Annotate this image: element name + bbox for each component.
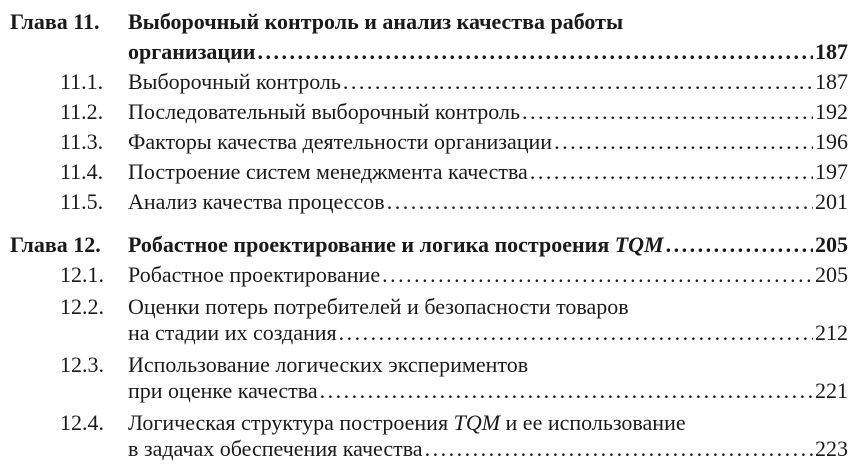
- section-title-abbrev: TQM: [453, 410, 501, 435]
- section-title-line-2: в задачах обеспечения качества: [128, 436, 423, 461]
- chapter-title-text: Робастное проектирование и логика построения: [128, 232, 610, 257]
- page-number: 187: [815, 69, 848, 94]
- section-number: 11.2.: [60, 99, 104, 124]
- dot-leader: [522, 97, 813, 127]
- page-number: 223: [815, 436, 848, 461]
- toc-section-11-1[interactable]: [0, 67, 860, 97]
- chapter-title-line-1: Выборочный контроль и анализ качества работы: [128, 9, 624, 34]
- toc-chapter-11[interactable]: [0, 7, 860, 37]
- section-number: 12.3.: [60, 352, 104, 377]
- section-title-line-1: Использование логических экспериментов: [128, 352, 529, 377]
- dot-leader: [387, 187, 813, 217]
- toc-chapter-11-cont[interactable]: [0, 37, 860, 67]
- page-number: 197: [815, 159, 848, 184]
- page-number: 196: [815, 129, 848, 154]
- page-number: 205: [815, 232, 848, 257]
- section-title: Выборочный контроль: [128, 69, 341, 94]
- page-number: 187: [815, 39, 848, 64]
- section-number: 11.4.: [60, 159, 104, 184]
- section-number: 12.2.: [60, 294, 104, 319]
- section-number: 11.5.: [60, 189, 104, 214]
- dot-leader: [425, 434, 813, 464]
- section-title-tail: и ее использование: [505, 410, 686, 435]
- section-title-line-2: на стадии их создания: [128, 320, 337, 345]
- section-title: Анализ качества процессов: [128, 189, 385, 214]
- dot-leader: [382, 260, 813, 290]
- section-title-line-1: Оценки потерь потребителей и безопасности товаров: [128, 294, 629, 319]
- dot-leader: [257, 37, 813, 67]
- section-title-line-2: при оценке качества: [128, 378, 318, 403]
- section-title-text: Логическая структура построения: [128, 410, 449, 435]
- section-number: 12.4.: [60, 410, 104, 435]
- section-title: Факторы качества деятельности организации: [128, 129, 553, 154]
- dot-leader: [666, 230, 813, 260]
- page-number: 212: [815, 320, 848, 345]
- chapter-number: Глава 11.: [10, 9, 100, 34]
- toc-section-12-3-cont[interactable]: [0, 376, 860, 406]
- dot-leader: [320, 376, 813, 406]
- toc-section-12-1[interactable]: [0, 260, 860, 290]
- chapter-title: [128, 230, 664, 260]
- section-number: 11.3.: [60, 129, 104, 154]
- section-number: 12.1.: [60, 262, 104, 287]
- page-number: 221: [815, 378, 848, 403]
- toc-section-11-2[interactable]: [0, 97, 860, 127]
- toc-section-12-4-cont[interactable]: [0, 434, 860, 464]
- section-title: Последовательный выборочный контроль: [128, 99, 520, 124]
- toc-section-11-5[interactable]: [0, 187, 860, 217]
- dot-leader: [343, 67, 813, 97]
- dot-leader: [554, 127, 813, 157]
- dot-leader: [530, 157, 813, 187]
- section-title: Построение систем менеджмента качества: [128, 159, 528, 184]
- chapter-title-line-2: организации: [128, 39, 256, 64]
- chapter-number: Глава 12.: [10, 232, 101, 257]
- toc-chapter-12[interactable]: [0, 230, 860, 260]
- page-number: 192: [815, 99, 848, 124]
- section-number: 11.1.: [60, 69, 104, 94]
- page-number: 201: [815, 189, 848, 214]
- toc-section-11-3[interactable]: [0, 127, 860, 157]
- toc-section-12-2-cont[interactable]: [0, 318, 860, 348]
- chapter-title-abbrev: TQM: [614, 232, 664, 257]
- section-title: Робастное проектирование: [128, 262, 381, 287]
- page-number: 205: [815, 262, 848, 287]
- toc-section-11-4[interactable]: [0, 157, 860, 187]
- dot-leader: [339, 318, 813, 348]
